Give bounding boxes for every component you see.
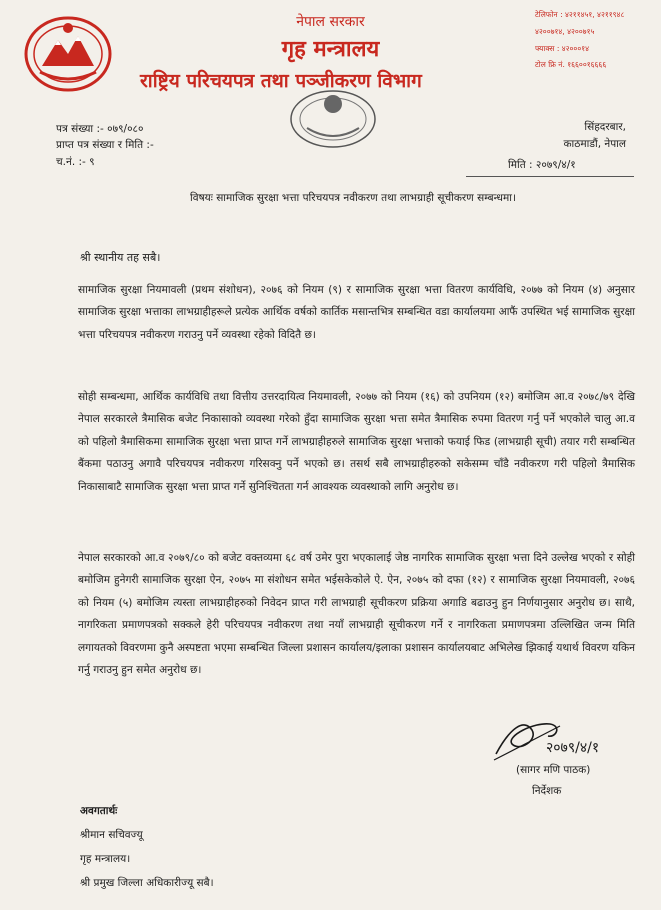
cc-line-3: श्री प्रमुख जिल्ला अधिकारीज्यू सबै। xyxy=(80,877,214,889)
cc-line-1: श्रीमान सचिवज्यू xyxy=(80,829,143,841)
signer-name: (सागर मणि पाठक) xyxy=(516,764,591,776)
contact-toll-free: टोल फ्रि नं. १६६००१६६६६ xyxy=(535,60,607,69)
signature-date: २०७९/४/१ xyxy=(546,740,600,756)
department-name: राष्ट्रिय परिचयपत्र तथा पञ्जीकरण विभाग xyxy=(140,70,422,92)
salutation: श्री स्थानीय तह सबै। xyxy=(80,251,161,264)
dispatch-number: च.नं. :- ९ xyxy=(56,156,95,168)
body-paragraph-2: सोही सम्बन्धमा, आर्थिक कार्यविधि तथा वित्तीय उत्तरदायित्व नियमावली, २०७७ को नियम (१६) को उपनियम (१२) बमोजिम आ.व २०७८/७९ देखि नेपाल सरकारले त्रैमासिक बजेट निकासाको व्यवस्था गरेको हुँदा सामाजिक सुरक्षा भत्ता समेत त्रैमासिक रुपमा वितरण गर्नु पर्ने भएकोले चालु आ.व को पहिलो त्रैमासिकमा सामाजिक सुरक्षा भत्ता प्राप्त गर्ने लाभग्राहीहरुले सामाजिक सुरक्षा भत्ताको फयाई फिड (लाभग्राही सूची) तयार गरी सम्बन्धित बैंकमा पठाउनु अगावै परिचयपत्र नवीकरण गरिसक्नु पर्ने भएको छ। तसर्थ सबै लाभग्राहीहरुको सकेसम्म चाँडै नवीकरण गरी पहिलो त्रैमासिक निकासाबाटै सामाजिक सुरक्षा भत्ता प्राप्त गर्ने सुनिश्चितता गर्न आवश्यक व्यवस्थाको लागि अनुरोध छ। xyxy=(78,391,635,493)
contact-phone: टेलिफोन : ४२११४५१, ४२११९४८ xyxy=(535,10,625,19)
office-location-line1: सिंहदरबार, xyxy=(584,121,626,133)
contact-phone-2: ४२००७१४, ४२००७१५ xyxy=(535,27,595,36)
subject-line: विषयः सामाजिक सुरक्षा भत्ता परिचयपत्र नवीकरण तथा लाभग्राही सूचीकरण सम्बन्धमा। xyxy=(190,192,516,204)
received-reference: प्राप्त पत्र संख्या र मिति :- xyxy=(56,139,154,151)
office-location-line2: काठमाडौं, नेपाल xyxy=(563,138,626,150)
letter-date: मिति : २०७९/४/१ xyxy=(508,159,576,171)
signer-designation: निर्देशक xyxy=(532,785,562,797)
government-name: नेपाल सरकार xyxy=(296,14,365,30)
ministry-name: गृह मन्त्रालय xyxy=(281,37,380,62)
letter-number: पत्र संख्या :- ०७९/०८० xyxy=(56,123,144,135)
body-paragraph-3: नेपाल सरकारको आ.व २०७९/८० को बजेट वक्तव्यमा ६८ वर्ष उमेर पुरा भएकालाई जेष्ठ नागरिक सामाजिक सुरक्षा भत्ता दिने उल्लेख भएको र सोही बमोजिम हुनेगरी सामाजिक सुरक्षा ऐन, २०७५ मा संशोधन समेत भईसकेकोले ऐ. ऐन, २०७५ को दफा (१२) र सामाजिक सुरक्षा नियमावली, २०७६ को नियम (५) बमोजिम त्यस्ता लाभग्राहीहरुको निवेदन प्राप्त गरी लाभग्राही सूचीकरण प्रक्रिया अगाडि बढाउनु हुन निर्णयानुसार अनुरोध छ। साथै, नागरिकता प्रमाणपत्रको सक्कले हेरी परिचयपत्र नवीकरण तथा नयाँ लाभग्राही सूचीकरण गर्ने र नागरिकता प्रमाणपत्रमा उल्लिखित जन्म मिति लगायतको विवरणमा कुनै अस्पष्टता भएमा सम्बन्धित जिल्ला प्रशासन कार्यालय/इलाका प्रशासन कार्यालयबाट अभिलेख झिकाई यथार्थ विवरण यकिन गर्नु गराउनु हुन समेत अनुरोध छ। xyxy=(78,552,635,677)
cc-line-2: गृह मन्त्रालय। xyxy=(80,853,131,865)
office-seal-icon xyxy=(287,88,379,150)
body-paragraph-1: सामाजिक सुरक्षा नियमावली (प्रथम संशोधन), २०७६ को नियम (९) र सामाजिक सुरक्षा भत्ता वितरण कार्यविधि, २०७७ को नियम (४) अनुसार सामाजिक सुरक्षा भत्ताका लाभग्राहीहरूले प्रत्येक आर्थिक वर्षको कार्तिक मसान्तभित्र सम्बन्धित वडा कार्यालयमा आफैं उपस्थित भई सामाजिक सुरक्षा भत्ता परिचयपत्र नवीकरण गराउनु पर्ने व्यवस्था रहेको विदितै छ। xyxy=(78,284,635,341)
cc-heading: अवगतार्थः xyxy=(80,805,118,817)
divider xyxy=(466,176,634,177)
contact-fax: फ्याक्स : ४२०००१४ xyxy=(535,44,590,53)
handwritten-signature xyxy=(490,708,628,766)
